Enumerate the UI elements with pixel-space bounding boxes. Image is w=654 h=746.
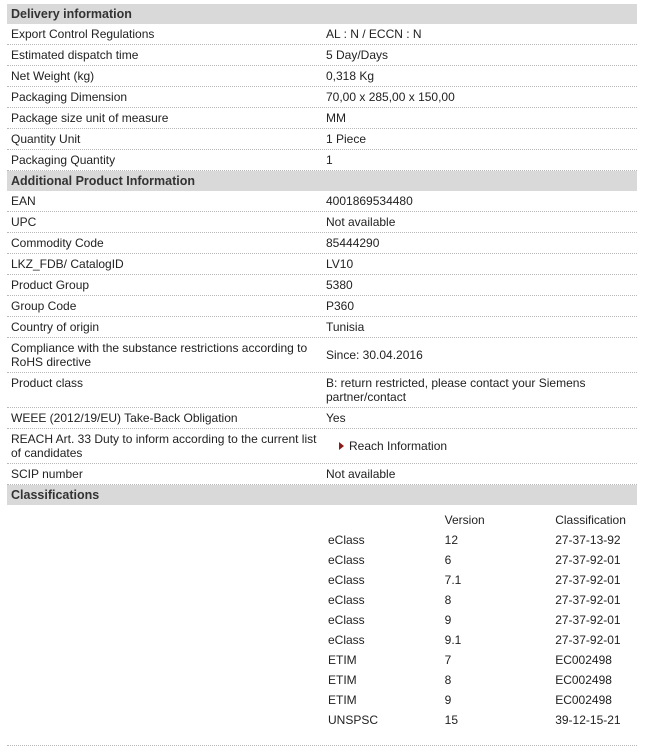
system-cell: eClass <box>328 613 365 627</box>
row-label: Product class <box>11 376 84 390</box>
row-value: 70,00 x 285,00 x 150,00 <box>326 90 455 104</box>
system-cell: UNSPSC <box>328 713 379 727</box>
table-row <box>325 550 637 570</box>
row-label: Packaging Dimension <box>11 90 128 104</box>
classifications-table <box>325 509 637 730</box>
column-header-system <box>325 509 445 530</box>
table-row <box>7 45 637 66</box>
table-row <box>7 87 637 108</box>
table-row <box>7 317 637 338</box>
version-cell: 9 <box>444 693 452 707</box>
table-row <box>325 610 637 630</box>
table-row <box>7 275 637 296</box>
row-value: Not available <box>326 467 396 481</box>
system-cell: ETIM <box>328 673 357 687</box>
version-cell: 9 <box>444 613 452 627</box>
classification-cell: 27-37-92-01 <box>555 613 621 627</box>
delivery-section-header: Delivery information <box>7 4 637 24</box>
version-cell: 9.1 <box>444 633 462 647</box>
classifications-section-header: Classifications <box>7 485 637 505</box>
table-row <box>325 670 637 690</box>
row-value: LV10 <box>326 257 354 271</box>
column-header-classification: Classification <box>555 512 626 527</box>
row-value: Since: 30.04.2016 <box>326 348 423 362</box>
system-cell: eClass <box>328 593 365 607</box>
row-value: P360 <box>326 299 355 313</box>
table-row <box>325 710 637 730</box>
row-value: AL : N / ECCN : N <box>326 27 422 41</box>
table-row <box>325 650 637 670</box>
system-cell: eClass <box>328 553 365 567</box>
row-value: 1 <box>326 153 333 167</box>
table-row <box>7 373 637 408</box>
row-value: 1 Piece <box>326 132 367 146</box>
table-row <box>7 212 637 233</box>
row-label: Estimated dispatch time <box>11 48 139 62</box>
table-row <box>7 408 637 429</box>
row-label: SCIP number <box>11 467 83 481</box>
reach-information-link[interactable] <box>326 439 447 453</box>
version-cell: 6 <box>444 553 452 567</box>
version-cell: 12 <box>444 533 458 547</box>
system-cell: ETIM <box>328 653 357 667</box>
row-value: 5 Day/Days <box>326 48 389 62</box>
row-value: Not available <box>326 215 396 229</box>
row-label: Export Control Regulations <box>11 27 155 41</box>
classifications-area <box>7 505 637 746</box>
row-value: MM <box>326 111 346 125</box>
additional-info-section-header: Additional Product Information <box>7 171 637 191</box>
classification-cell: EC002498 <box>555 673 612 687</box>
system-cell: eClass <box>328 633 365 647</box>
table-row <box>325 690 637 710</box>
row-label: Compliance with the substance restrictions according to RoHS directive <box>11 341 308 369</box>
table-row <box>325 570 637 590</box>
table-row <box>7 254 637 275</box>
reach-information-label: Reach Information <box>349 439 448 453</box>
version-cell: 8 <box>444 673 452 687</box>
row-label: WEEE (2012/19/EU) Take-Back Obligation <box>11 411 238 425</box>
version-cell: 7 <box>444 653 452 667</box>
table-row <box>7 191 637 212</box>
table-row <box>7 464 637 485</box>
system-cell: eClass <box>328 573 365 587</box>
system-cell: eClass <box>328 533 365 547</box>
arrow-right-icon <box>339 442 344 450</box>
table-row <box>7 129 637 150</box>
row-label: Packaging Quantity <box>11 153 116 167</box>
classification-cell: 27-37-92-01 <box>555 593 621 607</box>
row-label: Package size unit of measure <box>11 111 169 125</box>
column-header-version: Version <box>444 512 485 527</box>
row-label: Commodity Code <box>11 236 104 250</box>
row-value: 5380 <box>326 278 353 292</box>
row-label: EAN <box>11 194 36 208</box>
row-value: Yes <box>326 411 346 425</box>
classification-cell: 27-37-92-01 <box>555 573 621 587</box>
row-label: REACH Art. 33 Duty to inform according to the current list of candidates <box>11 432 317 460</box>
row-label: LKZ_FDB/ CatalogID <box>11 257 124 271</box>
row-label: UPC <box>11 215 37 229</box>
table-row <box>7 429 637 464</box>
row-label: Group Code <box>11 299 77 313</box>
table-row <box>7 24 637 45</box>
classification-cell: 27-37-92-01 <box>555 553 621 567</box>
row-value: Tunisia <box>326 320 365 334</box>
row-value <box>322 429 637 463</box>
system-cell: ETIM <box>328 693 357 707</box>
table-row <box>7 233 637 254</box>
table-row <box>325 530 637 550</box>
row-label: Quantity Unit <box>11 132 81 146</box>
table-row <box>7 150 637 171</box>
classification-cell: EC002498 <box>555 653 612 667</box>
table-row <box>325 630 637 650</box>
classification-cell: 39-12-15-21 <box>555 713 621 727</box>
table-row <box>7 338 637 373</box>
product-details-sheet <box>7 4 637 746</box>
row-label: Product Group <box>11 278 90 292</box>
table-row <box>7 108 637 129</box>
row-label: Net Weight (kg) <box>11 69 95 83</box>
version-cell: 8 <box>444 593 452 607</box>
classification-cell: 27-37-92-01 <box>555 633 621 647</box>
version-cell: 7.1 <box>444 573 462 587</box>
row-value: 85444290 <box>326 236 380 250</box>
classification-cell: EC002498 <box>555 693 612 707</box>
row-value: 4001869534480 <box>326 194 413 208</box>
table-row <box>7 296 637 317</box>
version-cell: 15 <box>444 713 458 727</box>
classification-cell: 27-37-13-92 <box>555 533 621 547</box>
classifications-header-row <box>325 509 637 530</box>
row-value: B: return restricted, please contact your Siemens partner/contact <box>326 376 586 404</box>
row-value: 0,318 Kg <box>326 69 375 83</box>
table-row <box>7 66 637 87</box>
table-row <box>325 590 637 610</box>
row-label: Country of origin <box>11 320 100 334</box>
